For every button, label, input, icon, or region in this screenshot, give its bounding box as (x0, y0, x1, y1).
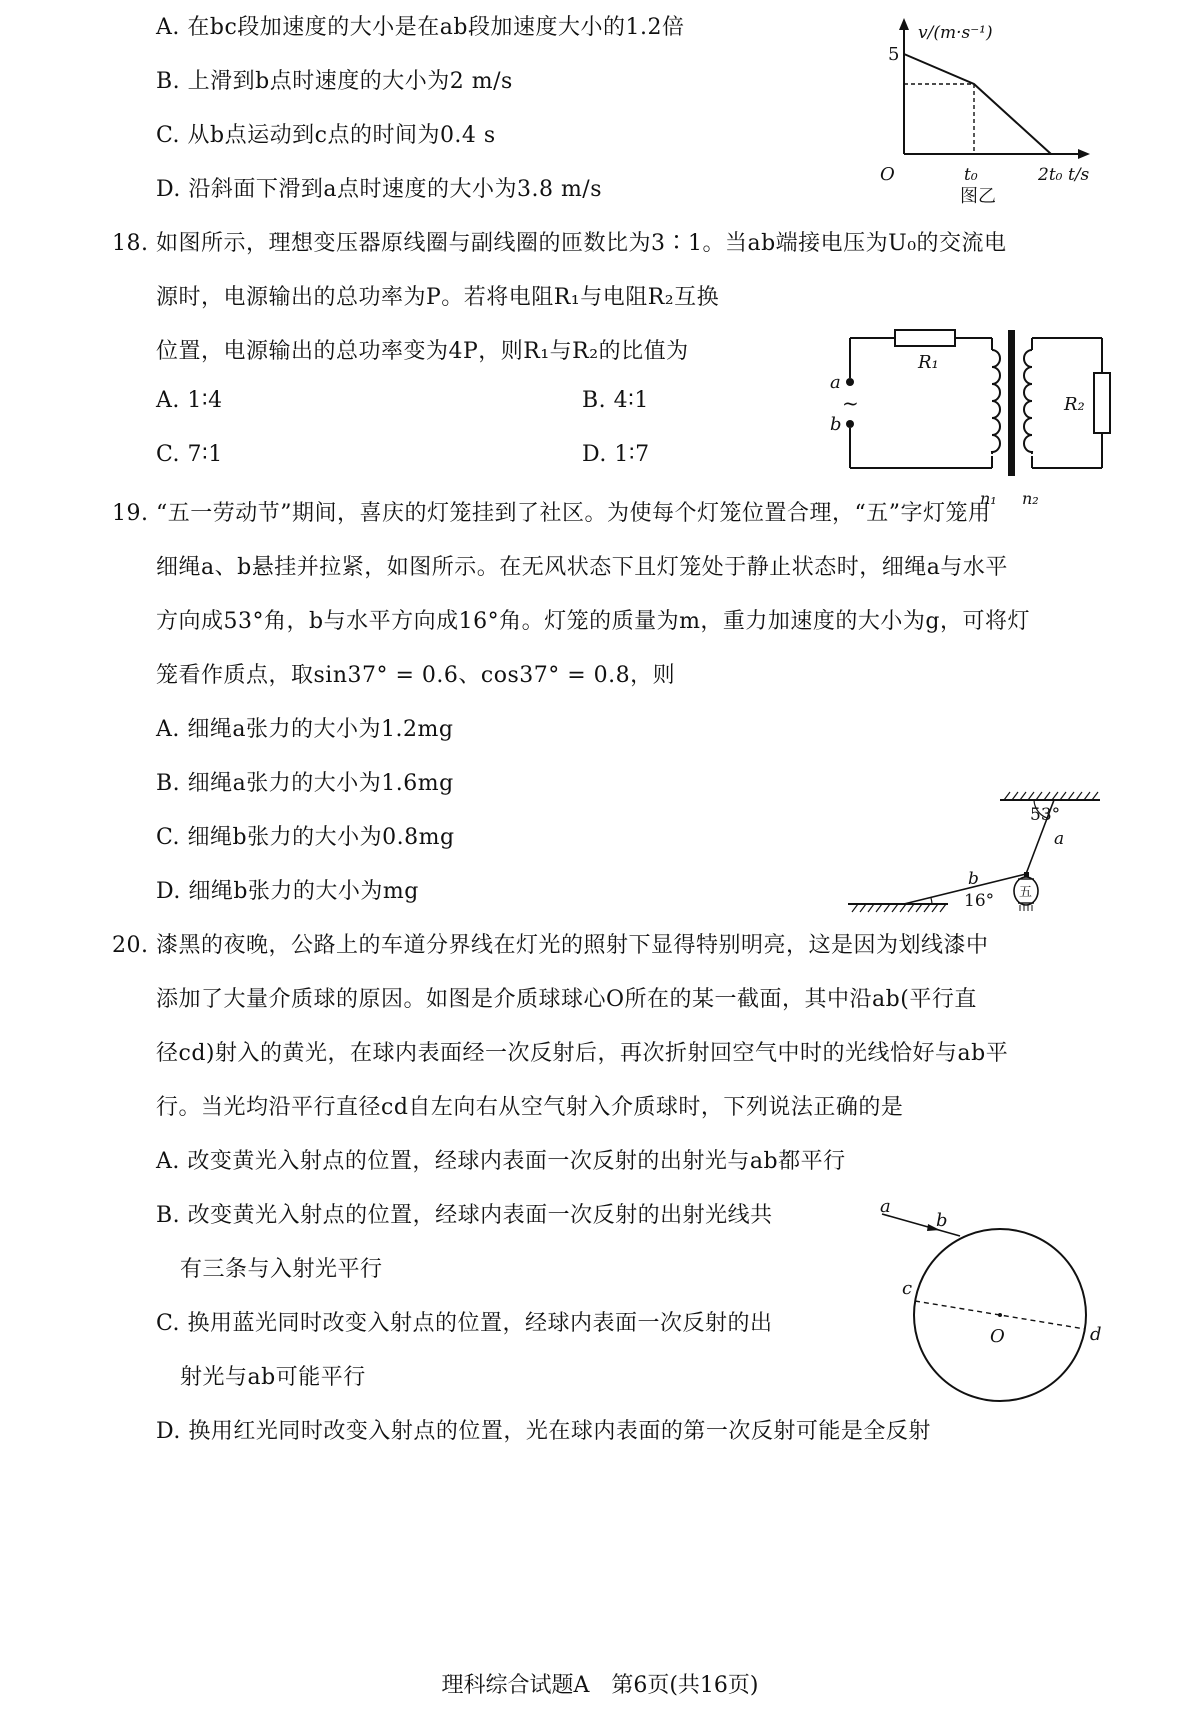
q18-line-1: 18. 如图所示，理想变压器原线圈与副线圈的匝数比为3∶1。当ab端接电压为U₀的交流电 (112, 231, 1007, 256)
q19-option-b: B. 细绳a张力的大小为1.6mg (156, 771, 454, 796)
q19-line-1: 19. “五一劳动节”期间，喜庆的灯笼挂到了社区。为使每个灯笼位置合理，“五”字灯笼用 (112, 501, 991, 526)
q18-line-3: 位置，电源输出的总功率变为4P，则R₁与R₂的比值为 (156, 339, 689, 364)
q17-option-a: A. 在bc段加速度的大小是在ab段加速度大小的1.2倍 (156, 15, 685, 40)
q20-option-b: B. 改变黄光入射点的位置，经球内表面一次反射的出射光线共 (156, 1203, 773, 1228)
q18-option-b: B. 4∶1 (582, 388, 649, 413)
angle-53-label: 53° (1030, 805, 1061, 825)
sphere-cross-section-figure (880, 1196, 1120, 1420)
q19-option-c: C. 细绳b张力的大小为0.8mg (156, 825, 455, 850)
angle-16-label: 16° (964, 891, 995, 911)
q19-line-3: 方向成53°角，b与水平方向成16°角。灯笼的质量为m，重力加速度的大小为g，可将灯 (156, 609, 1031, 634)
graph-y-label: v/(m·s⁻¹) (918, 23, 993, 43)
rope-b-label: b (968, 869, 979, 889)
q20-option-b-cont: 有三条与入射光平行 (180, 1257, 383, 1282)
diameter-d-label: d (1090, 1324, 1102, 1345)
figure-yi-vt-graph (860, 14, 1100, 207)
q17-option-d: D. 沿斜面下滑到a点时速度的大小为3.8 m/s (156, 177, 603, 202)
graph-x-label: t/s (1068, 165, 1090, 185)
page-footer: 理科综合试题A 第6页(共16页) (441, 1673, 759, 1698)
resistor-r2-label: R₂ (1064, 394, 1085, 415)
q18-option-a: A. 1∶4 (156, 388, 223, 413)
coil-n2-label: n₂ (1022, 489, 1039, 508)
q20-line-1: 20. 漆黑的夜晚，公路上的车道分界线在灯光的照射下显得特别明亮，这是因为划线漆中 (112, 933, 989, 958)
q20-line-3: 径cd)射入的黄光，在球内表面经一次反射后，再次折射回空气中时的光线恰好与ab平 (156, 1041, 1009, 1066)
q20-line-2: 添加了大量介质球的原因。如图是介质球球心O所在的某一截面，其中沿ab(平行直 (156, 987, 977, 1012)
center-o-label: O (990, 1326, 1005, 1347)
transformer-circuit-figure (820, 318, 1150, 518)
lantern-rope-figure (840, 788, 1110, 918)
coil-n1-label: n₁ (980, 489, 997, 508)
graph-x-tick-t0: t₀ (964, 165, 978, 185)
q17-option-b: B. 上滑到b点时速度的大小为2 m/s (156, 69, 513, 94)
ac-source-symbol: ~ (842, 391, 859, 415)
lantern-character: 五 (1019, 885, 1033, 900)
terminal-b-label: b (830, 414, 842, 435)
q17-option-c: C. 从b点运动到c点的时间为0.4 s (156, 123, 496, 148)
q19-option-d: D. 细绳b张力的大小为mg (156, 879, 419, 904)
terminal-a-label: a (830, 372, 841, 393)
q20-option-a: A. 改变黄光入射点的位置，经球内表面一次反射的出射光与ab都平行 (156, 1149, 846, 1174)
q20-option-d: D. 换用红光同时改变入射点的位置，光在球内表面的第一次反射可能是全反射 (156, 1419, 931, 1444)
q18-option-d: D. 1∶7 (582, 442, 650, 467)
graph-y-tick-5: 5 (888, 44, 900, 65)
graph-origin: O (880, 164, 895, 185)
q18-line-2: 源时，电源输出的总功率为P。若将电阻R₁与电阻R₂互换 (156, 285, 720, 310)
q20-option-c-cont: 射光与ab可能平行 (180, 1365, 366, 1390)
q19-line-4: 笼看作质点，取sin37° = 0.6、cos37° = 0.8，则 (156, 663, 676, 688)
diameter-c-label: c (902, 1278, 913, 1299)
figure-yi-caption: 图乙 (960, 186, 996, 207)
ray-point-b-label: b (936, 1210, 948, 1231)
graph-x-tick-2t0: 2t₀ (1038, 165, 1063, 185)
ray-point-a-label: a (880, 1196, 891, 1217)
q18-option-c: C. 7∶1 (156, 442, 223, 467)
q19-option-a: A. 细绳a张力的大小为1.2mg (156, 717, 454, 742)
resistor-r1-label: R₁ (918, 352, 939, 373)
q20-line-4: 行。当光均沿平行直径cd自左向右从空气射入介质球时，下列说法正确的是 (156, 1095, 904, 1120)
rope-a-label: a (1054, 829, 1065, 849)
q19-line-2: 细绳a、b悬挂并拉紧，如图所示。在无风状态下且灯笼处于静止状态时，细绳a与水平 (156, 555, 1008, 580)
q20-option-c: C. 换用蓝光同时改变入射点的位置，经球内表面一次反射的出 (156, 1311, 773, 1336)
